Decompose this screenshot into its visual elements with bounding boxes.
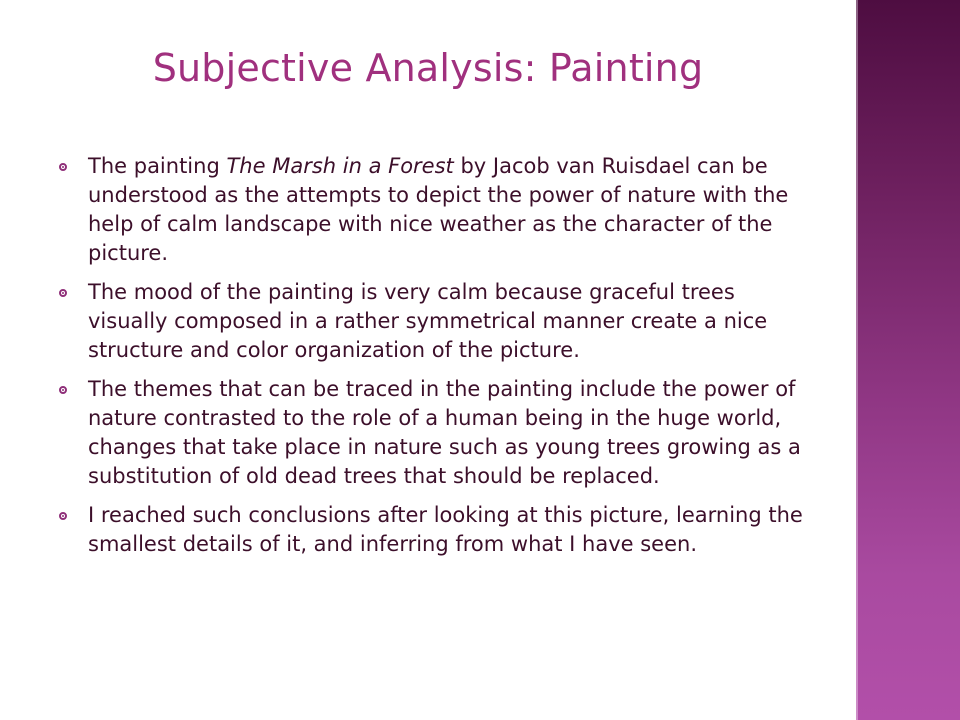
bullet-text-pre: The painting: [88, 154, 227, 178]
slide-title: Subjective Analysis: Painting: [152, 46, 704, 90]
decorative-sidebar: [856, 0, 960, 720]
bullet-item: [54, 501, 814, 559]
bullet-item: [54, 278, 814, 365]
bullet-item: [54, 375, 814, 491]
bullet-circle-icon: [59, 512, 67, 520]
bullet-text: The themes that can be traced in the painting include the power of nature contrasted to the role of a human being in the huge world, changes that take place in nature such as young trees growing as a substitution of old dead trees that should be replaced.: [88, 377, 801, 488]
painting-title: The Marsh in a Forest: [226, 154, 454, 178]
bullet-text-post: by Jacob van Ruisdael can be understood as the attempts to depict the power of nature with the help of calm landscape with nice weather as the character of the picture.: [88, 154, 789, 265]
bullet-list: [54, 152, 814, 569]
bullet-item: [54, 152, 814, 268]
bullet-circle-icon: [59, 289, 67, 297]
bullet-circle-icon: [59, 386, 67, 394]
bullet-circle-icon: [59, 163, 67, 171]
bullet-text: The mood of the painting is very calm because graceful trees visually composed in a rather symmetrical manner create a nice structure and color organization of the picture.: [88, 280, 768, 362]
bullet-text: I reached such conclusions after looking at this picture, learning the smallest details of it, and inferring from what I have seen.: [88, 503, 803, 556]
